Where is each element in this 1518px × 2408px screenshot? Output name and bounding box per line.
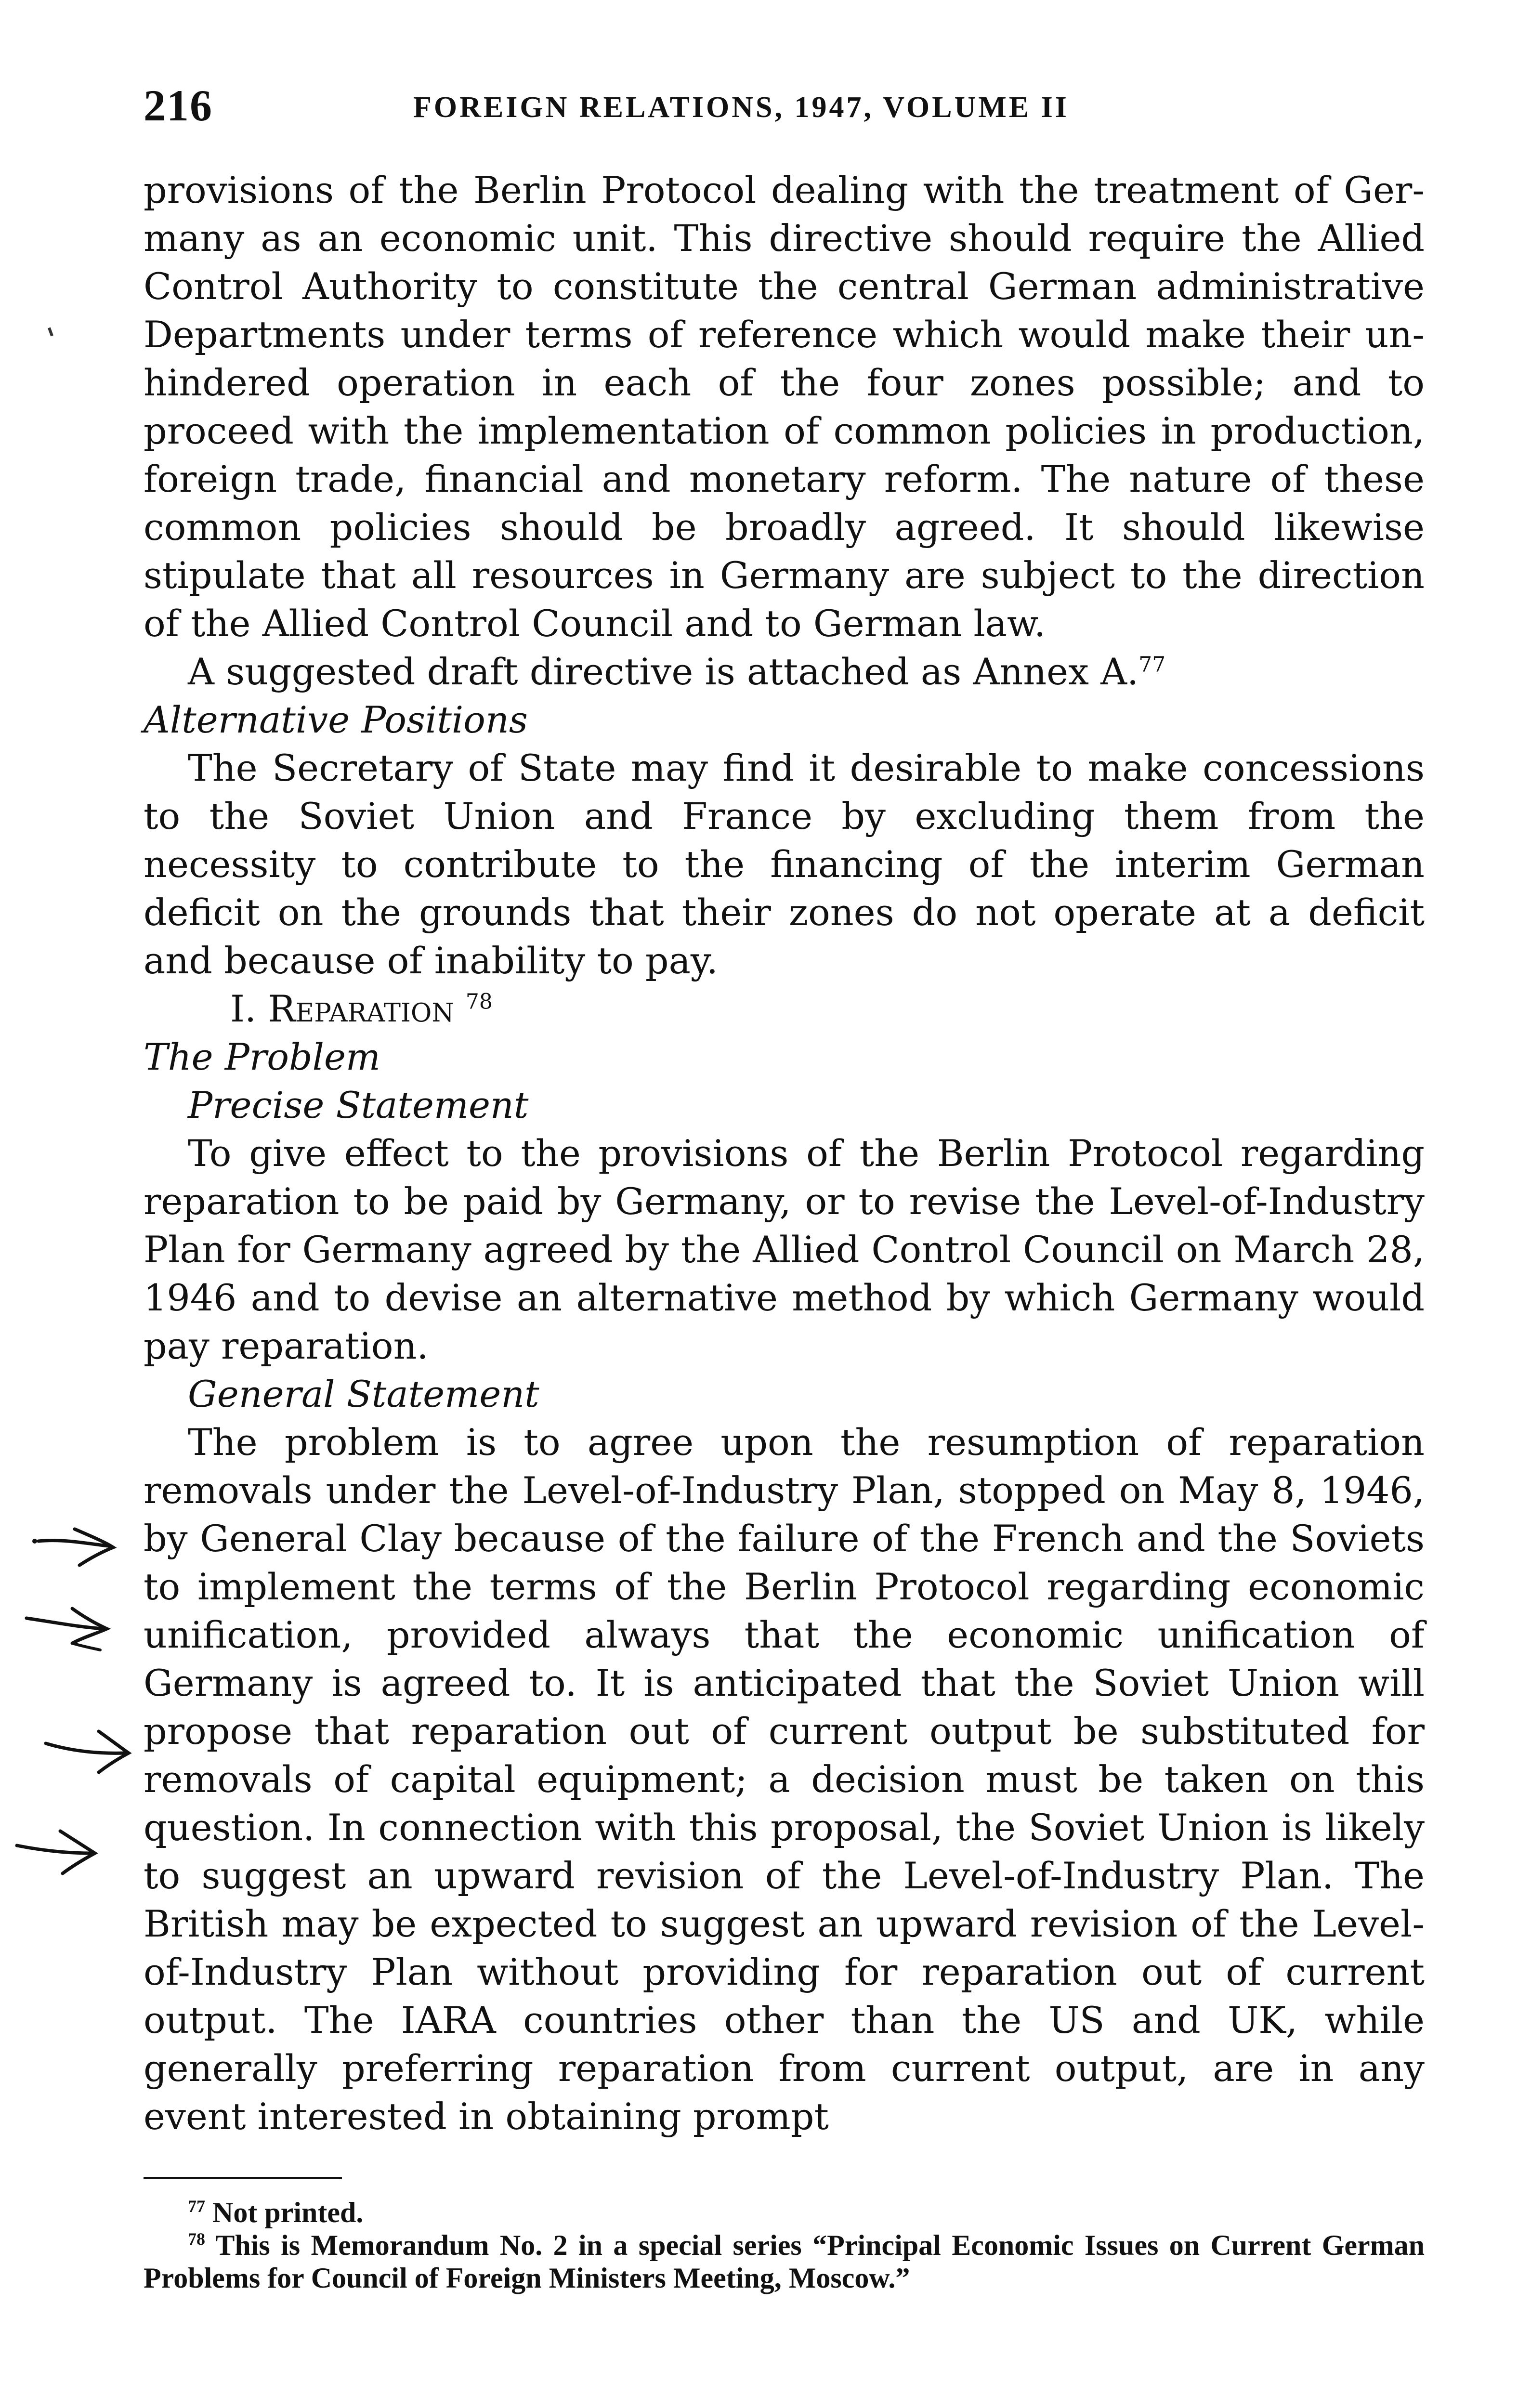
section-number: I. — [230, 987, 257, 1030]
page-number: 216 — [144, 81, 213, 130]
hand-drawn-arrow-icon — [41, 1724, 142, 1777]
footnote-reference: 78 — [465, 989, 493, 1014]
footnote — [144, 2229, 1425, 2294]
section-heading — [144, 985, 1425, 1033]
paragraph — [144, 648, 1425, 696]
footnotes — [144, 2196, 1425, 2294]
subheading-the-problem: The Problem — [144, 1035, 380, 1078]
subheading-precise-statement: Precise Statement — [188, 1084, 529, 1126]
hand-drawn-arrow-icon — [29, 1519, 130, 1572]
body-text — [144, 166, 1425, 2141]
hand-drawn-arrow-icon — [19, 1604, 120, 1657]
footnote-reference: 77 — [1138, 652, 1166, 677]
margin-mark — [48, 327, 53, 337]
footnote-marker: 77 — [188, 2197, 205, 2216]
section-title: Reparation — [268, 987, 454, 1030]
footnote-text: Not printed. — [212, 2197, 364, 2228]
paragraph: The problem is to agree upon the resumption of reparation removals under the Level-of-Industry Plan, stopped on May 8, 1946, by General Clay because of the failure of the French and the Soviets to implement the terms of the Berlin Protocol regarding economic unification, provided always that the economic unification of Germany is agreed to. It is anticipated that the Soviet Union will propose that reparation out of current output be substituted for removals of capital equipment; a decision must be taken on this question. In connection with this proposal, the Soviet Union is likely to suggest an upward revision of the Level-of-Industry Plan. The British may be expected to suggest an upward revision of the Level-of-Industry Plan without providing for reparation out of current output. The IARA countries other than the US and UK, while generally preferring reparation from current output, are in any event interested in obtaining prompt — [144, 1421, 1425, 2138]
subheading-general-statement: General Statement — [188, 1373, 539, 1415]
paragraph-text: A suggested draft directive is attached as Annex A. — [188, 650, 1139, 693]
paragraph: To give effect to the provisions of the Berlin Protocol regarding reparation to be paid by Germany, or to revise the Level-of-Industry Plan for Germany agreed by the Allied Control Council on March 28, 1946 and to devise an alternative method by which Germany would pay reparation. — [144, 1132, 1425, 1367]
hand-drawn-arrow-icon — [12, 1825, 113, 1878]
paragraph: provisions of the Berlin Protocol dealing with the treatment of Germany as an economic unit. This directive should require the Allied Control Authority to constitute the central German administrative Departments under terms of reference which would make their unhindered operation in each of the four zones possible; and to proceed with the implementation of common policies in production, foreign trade, financial and monetary reform. The nature of these common policies should be broadly agreed. It should likewise stipulate that all resources in Germany are subject to the direction of the Allied Control Council and to German law. — [144, 169, 1425, 645]
footnote-text: This is Memorandum No. 2 in a special series “Principal Economic Issues on Current German Problems for Council of Foreign Ministers Meeting, Moscow.” — [144, 2229, 1425, 2294]
running-head: FOREIGN RELATIONS, 1947, VOLUME II — [413, 91, 1069, 124]
subheading-alternative-positions: Alternative Positions — [144, 698, 528, 741]
page-header — [144, 80, 1425, 143]
footnote — [144, 2196, 1425, 2229]
footnote-marker: 78 — [188, 2229, 205, 2249]
footnote-rule — [144, 2177, 342, 2179]
paragraph: The Secretary of State may find it desirable to make concessions to the Soviet Union and France by excluding them from the necessity to contribute to the financing of the interim German deficit on the grounds that their zones do not operate at a deficit and because of inability to pay. — [144, 746, 1425, 982]
